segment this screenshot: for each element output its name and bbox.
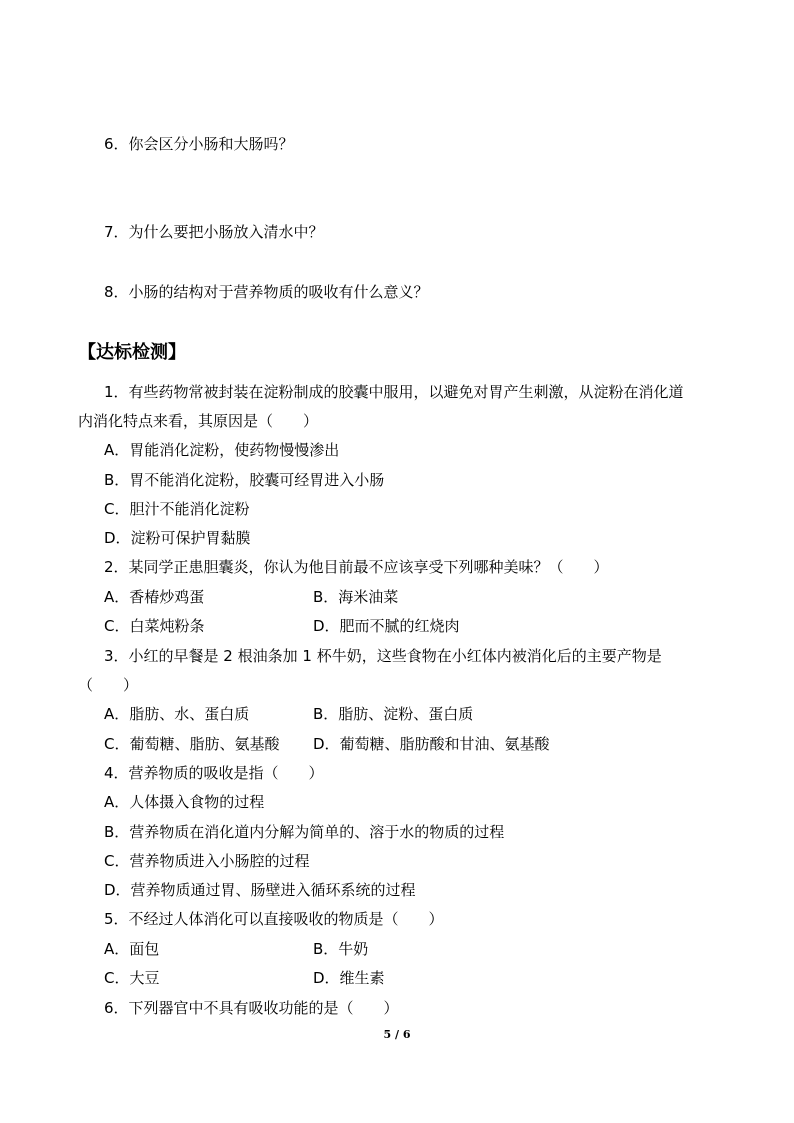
q5-option-b: B．牛奶 — [313, 940, 369, 958]
q3-option-b: B．脂肪、淀粉、蛋白质 — [313, 705, 474, 723]
q1-option-d: D．淀粉可保护胃黏膜 — [104, 529, 251, 547]
q1-stem-line1: 1．有些药物常被封装在淀粉制成的胶囊中服用，以避免对胃产生刺激，从淀粉在消化道 — [104, 383, 684, 401]
q3-option-c: C．葡萄糖、脂肪、氨基酸 — [104, 735, 280, 753]
q5-option-a: A．面包 — [104, 940, 160, 958]
q2-option-b: B．海米油菜 — [313, 588, 399, 606]
q4-option-c: C．营养物质进入小肠腔的过程 — [104, 852, 310, 870]
q4-stem: 4．营养物质的吸收是指（ ） — [104, 764, 324, 782]
q4-option-a: A．人体摄入食物的过程 — [104, 793, 265, 811]
q1-option-c: C．胆汁不能消化淀粉 — [104, 500, 250, 518]
q5-option-c: C．大豆 — [104, 969, 160, 987]
question-6-prep: 6．你会区分小肠和大肠吗？ — [104, 135, 294, 153]
q3-stem-line2: （ ） — [78, 676, 139, 694]
q1-stem-line2: 内消化特点来看，其原因是（ ） — [78, 412, 319, 430]
page-number: 5 / 6 — [383, 1028, 411, 1041]
q2-option-a: A．香椿炒鸡蛋 — [104, 588, 205, 606]
q3-stem-line1: 3．小红的早餐是 2 根油条加 1 杯牛奶，这些食物在小红体内被消化后的主要产物是 — [104, 647, 662, 665]
q3-option-d: D．葡萄糖、脂肪酸和甘油、氨基酸 — [313, 735, 550, 753]
section-heading: 【达标检测】 — [78, 342, 186, 363]
q2-stem: 2．某同学正患胆囊炎，你认为他目前最不应该享受下列哪种美味？（ ） — [104, 558, 609, 576]
q2-option-c: C．白菜炖粉条 — [104, 617, 205, 635]
question-8-prep: 8．小肠的结构对于营养物质的吸收有什么意义？ — [104, 283, 429, 301]
q1-option-a: A．胃能消化淀粉，使药物慢慢渗出 — [104, 441, 340, 459]
q2-option-d: D．肥而不腻的红烧肉 — [313, 617, 460, 635]
question-7-prep: 7．为什么要把小肠放入清水中？ — [104, 223, 324, 241]
q6-stem: 6．下列器官中不具有吸收功能的是（ ） — [104, 999, 399, 1017]
q4-option-b: B．营养物质在消化道内分解为简单的、溶于水的物质的过程 — [104, 823, 505, 841]
q4-option-d: D．营养物质通过胃、肠壁进入循环系统的过程 — [104, 881, 416, 899]
q3-option-a: A．脂肪、水、蛋白质 — [104, 705, 250, 723]
q5-stem: 5．不经过人体消化可以直接吸收的物质是（ ） — [104, 910, 444, 928]
q1-option-b: B．胃不能消化淀粉，胶囊可经胃进入小肠 — [104, 471, 385, 489]
q5-option-d: D．维生素 — [313, 969, 385, 987]
